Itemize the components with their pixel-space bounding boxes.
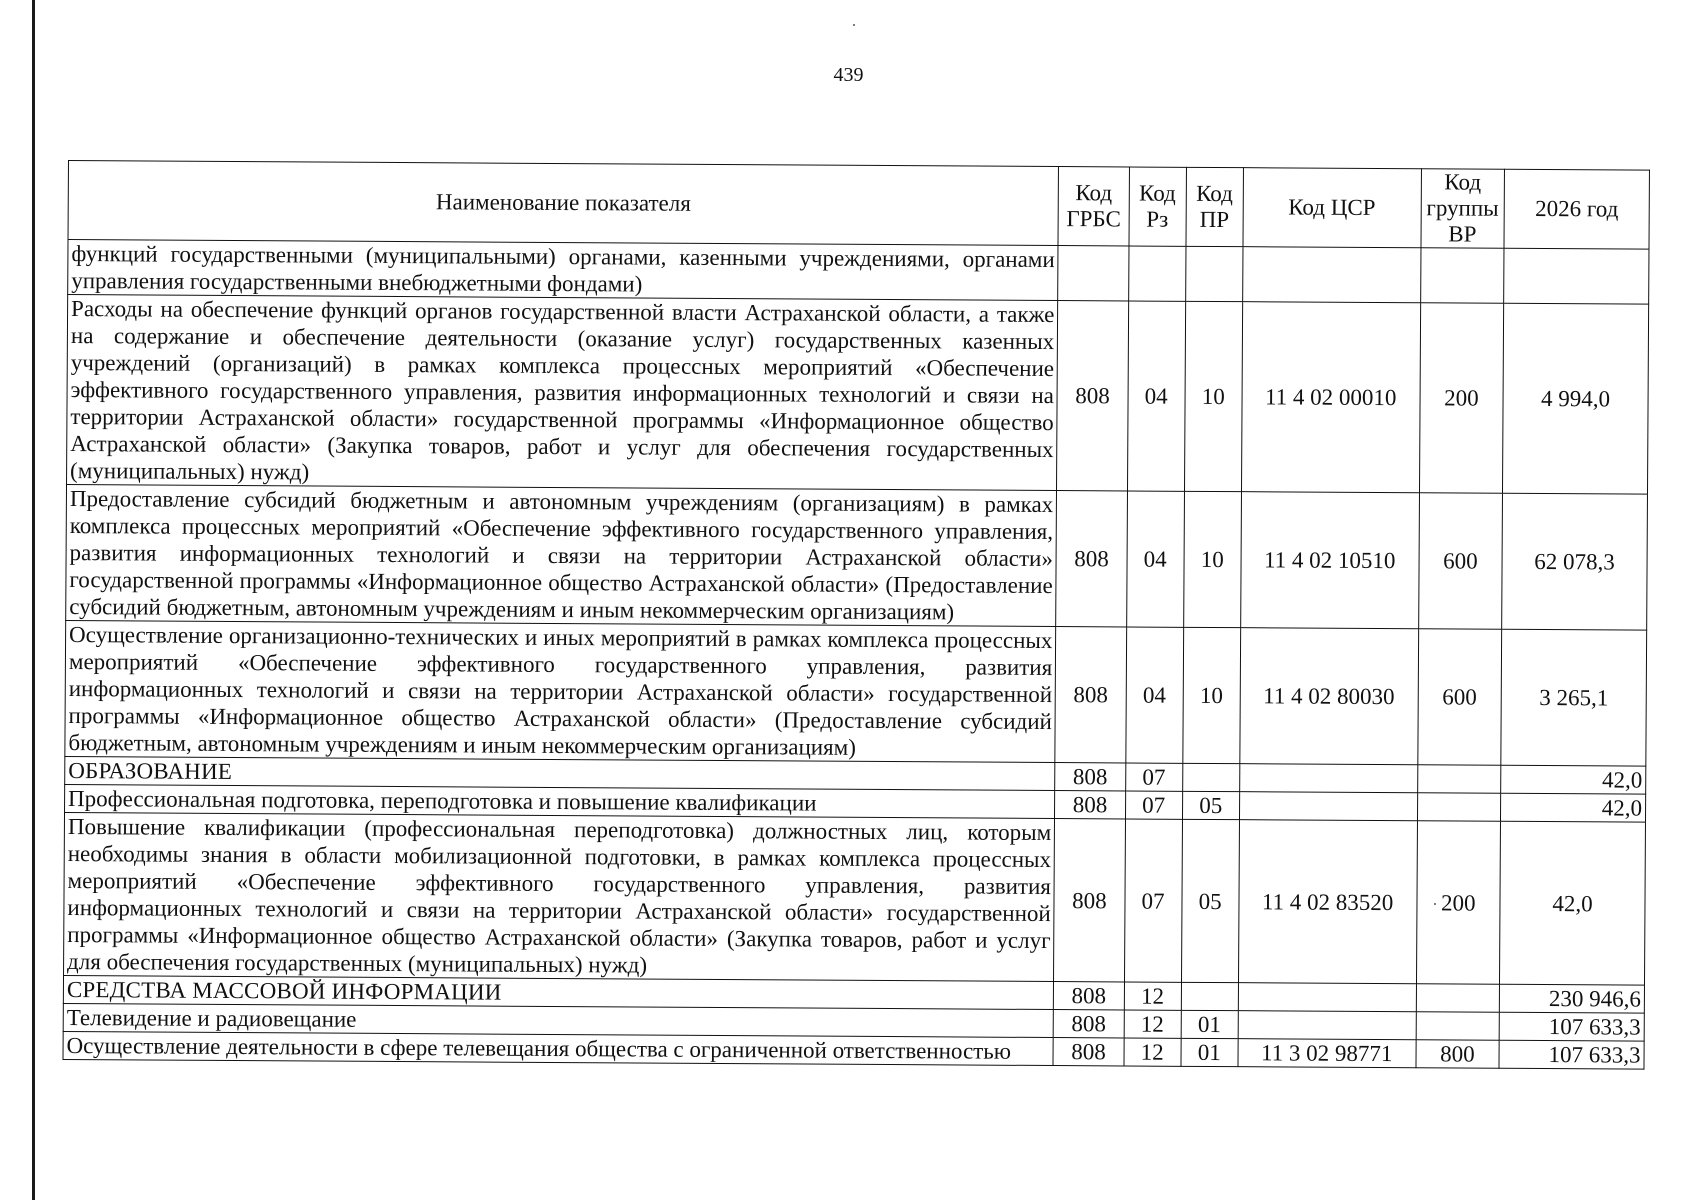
row-grbs: 808 (1053, 1038, 1123, 1066)
table-row (66, 484, 1648, 630)
row-csr: 11 4 02 10510 (1240, 492, 1419, 629)
table-row (64, 812, 1646, 985)
row-rz: 12 (1124, 982, 1181, 1010)
row-rz (1128, 246, 1185, 301)
table-row (68, 240, 1649, 305)
row-vr: 600 (1418, 493, 1502, 630)
row-rz: 04 (1125, 627, 1183, 763)
row-amount: 42,0 (1500, 821, 1646, 985)
row-csr: 11 4 02 83520 (1238, 820, 1417, 984)
row-vr: 200 (1419, 303, 1504, 494)
row-pr: 10 (1183, 491, 1241, 627)
row-csr: 11 4 02 80030 (1240, 628, 1419, 765)
scan-edge-line (32, 0, 35, 1200)
row-csr (1239, 764, 1417, 793)
table-header-row (68, 161, 1649, 250)
row-grbs: 808 (1054, 982, 1124, 1010)
row-name: СРЕДСТВА МАССОВОЙ ИНФОРМАЦИИ (63, 975, 1053, 1009)
row-vr (1417, 793, 1501, 822)
row-grbs (1058, 246, 1129, 301)
row-rz: 07 (1124, 819, 1182, 982)
header-name: Наименование показателя (68, 161, 1059, 246)
row-pr (1185, 246, 1242, 301)
header-year: 2026 год (1504, 169, 1649, 249)
row-name: Расходы на обеспечение функций органов государственной власти Астраханской области, а также на содержание и обеспечение деятельности (оказание услуг) государственных казенных учреждений (организаций) в рамках комплекса процессных мероприятий «Обеспечение эффективного государственного управления, развития информационных технологий и связи на территории Астраханской области» государственной программы «Информационное общество Астраханской области» (Закупка товаров, работ и услуг для обеспечения государственных (муниципальных) нужд) (67, 295, 1058, 491)
header-pr: Код ПР (1186, 167, 1244, 246)
row-vr: 200 (1416, 821, 1500, 985)
row-csr (1238, 983, 1416, 1012)
row-grbs: 808 (1056, 491, 1127, 627)
row-pr (1181, 982, 1238, 1010)
row-amount: 42,0 (1501, 765, 1646, 794)
row-name: Осуществление организационно-технических и иных мероприятий в рамках комплекса процессных мероприятий «Обеспечение эффективного государственного управления, развития информационных технологий и связи на территории Астраханской области» государственной программы «Информационное общество Астраханской области» (Предоставление субсидий бюджетным, автономным учреждениям и иным некоммерческим организациям) (65, 620, 1056, 762)
table-row (65, 620, 1647, 766)
row-amount: 3 265,1 (1501, 629, 1647, 766)
table-row (67, 295, 1649, 495)
row-csr (1238, 1011, 1416, 1040)
row-csr (1242, 247, 1420, 303)
row-rz: 07 (1125, 791, 1182, 819)
row-pr: 05 (1181, 819, 1239, 982)
row-grbs: 808 (1055, 763, 1125, 791)
row-grbs: 808 (1055, 791, 1125, 819)
row-vr: 800 (1416, 1040, 1500, 1069)
header-rz: Код Рз (1129, 167, 1187, 246)
row-rz: 04 (1127, 301, 1185, 491)
row-name: функций государственными (муниципальными) органами, казенными учреждениями, органами управления государственными внебюджетными фондами) (68, 240, 1059, 301)
row-name: Осуществление деятельности в сфере телевещания общества с ограниченной ответственностью (63, 1031, 1053, 1065)
scan-speck (853, 24, 855, 26)
row-amount: 62 078,3 (1502, 493, 1648, 630)
row-grbs: 808 (1055, 627, 1126, 763)
row-amount: 230 946,6 (1499, 984, 1644, 1013)
row-name: ОБРАЗОВАНИЕ (65, 756, 1055, 790)
row-name: Повышение квалификации (профессиональная переподготовка) должностных лиц, которым необходимы знания в области мобилизационной подготовки, в рамках комплекса процессных мероприятий «Обеспечение эффективного государственного управления, развития информационных технологий и связи на территории Астраханской области» государственной программы «Информационное общество Астраханской области» (Закупка товаров, работ и услуг для обеспечения государственных (муниципальных) нужд) (64, 812, 1055, 981)
row-csr: 11 4 02 00010 (1241, 302, 1420, 493)
row-name: Телевидение и радиовещание (63, 1003, 1053, 1037)
row-rz: 07 (1125, 763, 1182, 791)
row-amount: 4 994,0 (1503, 303, 1649, 494)
budget-table (63, 160, 1650, 1070)
row-name: Профессиональная подготовка, переподготовка и повышение квалификации (65, 784, 1055, 818)
row-pr: 10 (1184, 301, 1242, 491)
row-grbs: 808 (1053, 1010, 1123, 1038)
row-vr (1417, 765, 1501, 794)
header-grbs: Код ГРБС (1058, 167, 1129, 246)
row-csr: 11 3 02 98771 (1238, 1039, 1416, 1068)
row-pr: 01 (1181, 1038, 1238, 1066)
row-vr (1416, 1012, 1500, 1041)
row-pr: 10 (1182, 627, 1240, 763)
row-csr (1239, 792, 1417, 821)
row-vr (1420, 248, 1504, 304)
header-csr: Код ЦСР (1243, 168, 1421, 248)
row-grbs: 808 (1057, 301, 1128, 491)
row-amount: 42,0 (1501, 793, 1646, 822)
row-rz: 12 (1124, 1038, 1181, 1066)
row-name: Предоставление субсидий бюджетным и автономным учреждениям (организациям) в рамках комплекса процессных мероприятий «Обеспечение эффективного государственного управления, развития информационных технологий и связи на территории Астраханской области» государственной программы «Информационное общество Астраханской области» (Предоставление субсидий бюджетным, автономным учреждениям и иным некоммерческим организациям) (66, 484, 1057, 626)
page-number: 439 (833, 64, 864, 86)
row-vr (1416, 984, 1500, 1013)
row-amount: 107 633,3 (1499, 1040, 1644, 1069)
row-amount: 107 633,3 (1499, 1012, 1644, 1041)
row-rz: 04 (1126, 491, 1184, 627)
header-vr: Код группы ВР (1421, 169, 1505, 249)
row-pr: 05 (1182, 791, 1239, 819)
row-pr (1182, 763, 1239, 791)
row-pr: 01 (1181, 1010, 1238, 1038)
row-vr: 600 (1417, 629, 1501, 766)
row-rz: 12 (1124, 1010, 1181, 1038)
row-amount (1504, 248, 1649, 304)
row-grbs: 808 (1054, 819, 1125, 982)
